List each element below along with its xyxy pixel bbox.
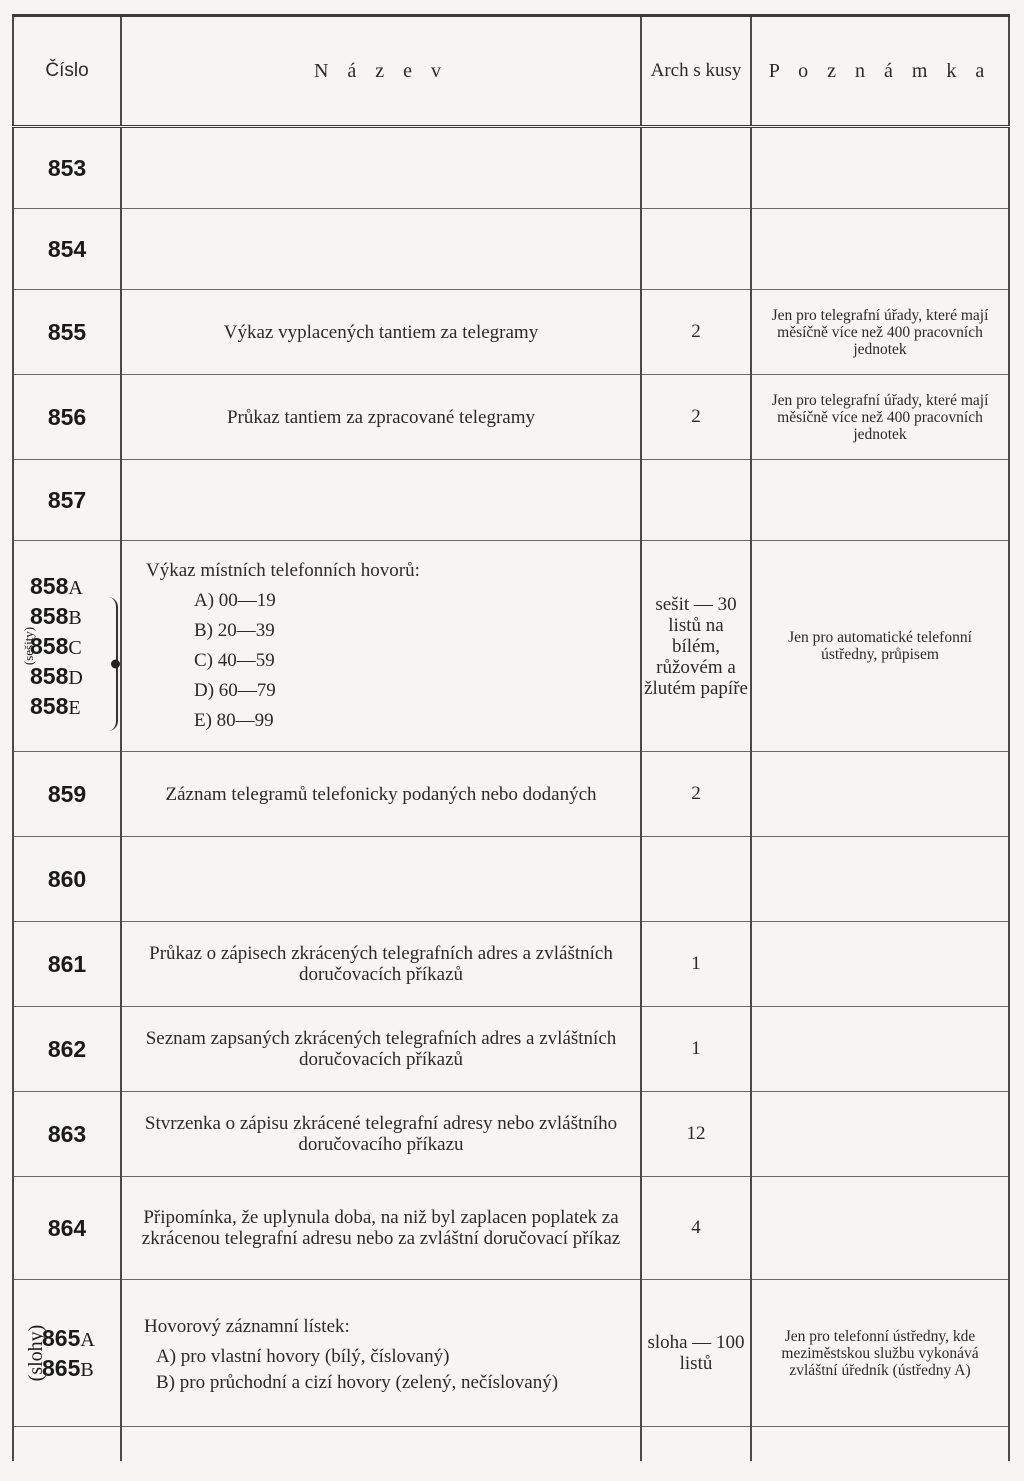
table-row — [13, 290, 1009, 375]
group-number: 858D — [30, 663, 83, 689]
table-row-858-group — [13, 541, 1009, 752]
form-number: 857 — [13, 460, 121, 541]
form-name: Průkaz tantiem za zpracované telegramy — [121, 375, 641, 460]
form-note — [751, 209, 1009, 290]
form-name: Průkaz o zápisech zkrácených telegrafních adres a zvláštních doručovacích příkazů — [121, 922, 641, 1007]
form-arch — [641, 127, 751, 209]
form-number: 861 — [13, 922, 121, 1007]
group-number: 865B — [42, 1355, 94, 1381]
form-arch — [641, 460, 751, 541]
dot-icon — [111, 660, 120, 669]
form-note — [751, 922, 1009, 1007]
form-note — [751, 1007, 1009, 1092]
form-note: Jen pro telefonní ústředny, kde meziměstskou službu vykonává zvláštní úředník (ústředny A) — [751, 1280, 1009, 1427]
form-name: Výkaz vyplacených tantiem za telegramy — [121, 290, 641, 375]
form-name-heading: Hovorový záznamní lístek: — [144, 1316, 350, 1337]
form-name: Seznam zapsaných zkrácených telegrafních adres a zvláštních doručovacích příkazů — [121, 1007, 641, 1092]
form-note — [751, 127, 1009, 209]
header-number: Číslo — [13, 16, 121, 127]
form-note: Jen pro telegrafní úřady, které mají měsíčně více než 400 pracovních jednotek — [751, 375, 1009, 460]
form-note: Jen pro telegrafní úřady, které mají měsíčně více než 400 pracovních jednotek — [751, 290, 1009, 375]
header-row — [13, 16, 1009, 127]
form-note — [751, 460, 1009, 541]
table-row — [13, 127, 1009, 209]
form-name-item: C) 40—59 — [194, 650, 275, 671]
table-row — [13, 1177, 1009, 1280]
table-row — [13, 752, 1009, 837]
form-number: 863 — [13, 1092, 121, 1177]
form-note — [751, 837, 1009, 922]
form-name: Záznam telegramů telefonicky podaných nebo dodaných — [121, 752, 641, 837]
table-row — [13, 1092, 1009, 1177]
header-arch: Arch s kusy — [641, 16, 751, 127]
group-number-list — [42, 1280, 95, 1426]
form-arch: 2 — [641, 752, 751, 837]
form-number: 855 — [13, 290, 121, 375]
group-number-list — [30, 541, 83, 751]
number-group — [14, 541, 120, 751]
form-name — [121, 209, 641, 290]
form-name — [121, 127, 641, 209]
form-name-item: D) 60—79 — [194, 680, 276, 701]
form-number: 859 — [13, 752, 121, 837]
brace-icon — [108, 597, 118, 731]
group-number: 865A — [42, 1325, 95, 1351]
form-arch: 1 — [641, 922, 751, 1007]
form-note — [751, 1427, 1009, 1462]
form-note — [751, 1092, 1009, 1177]
form-arch: sešit — 30 listů na bílém, růžovém a žlutém papíře — [641, 541, 751, 752]
form-name-heading: Výkaz místních telefonních hovorů: — [146, 560, 420, 581]
form-arch: 2 — [641, 290, 751, 375]
form-number: 856 — [13, 375, 121, 460]
form-name-item: B) 20—39 — [194, 620, 275, 641]
table-row — [13, 922, 1009, 1007]
form-arch: 12 — [641, 1092, 751, 1177]
form-name-item: B) pro průchodní a cizí hovory (zelený, nečíslovaný) — [156, 1372, 559, 1393]
form-arch — [641, 209, 751, 290]
group-number: 858E — [30, 693, 81, 719]
form-number — [13, 1427, 121, 1462]
form-name — [121, 541, 641, 752]
form-name — [121, 1280, 641, 1427]
group-number: 858B — [30, 603, 82, 629]
form-name-item: A) 00—19 — [194, 590, 276, 611]
form-name: Připomínka, že uplynula doba, na niž byl zaplacen poplatek za zkrácenou telegrafní adresu nebo za zvláštní doručovací příkaz — [121, 1177, 641, 1280]
form-note: Jen pro automatické telefonní ústředny, průpisem — [751, 541, 1009, 752]
form-number: 860 — [13, 837, 121, 922]
form-number: 864 — [13, 1177, 121, 1280]
form-name — [121, 460, 641, 541]
form-arch — [641, 1427, 751, 1462]
forms-register-table — [12, 14, 1010, 1461]
form-note — [751, 752, 1009, 837]
form-name: Stvrzenka o zápisu zkrácené telegrafní adresy nebo zvláštního doručovacího příkazu — [121, 1092, 641, 1177]
form-number: 862 — [13, 1007, 121, 1092]
form-arch: 4 — [641, 1177, 751, 1280]
form-arch: sloha — 100 listů — [641, 1280, 751, 1427]
form-arch — [641, 837, 751, 922]
form-arch: 1 — [641, 1007, 751, 1092]
form-number-group — [13, 541, 121, 752]
header-note: P o z n á m k a — [751, 16, 1009, 127]
group-label: (sešity) — [21, 626, 37, 666]
group-number: 858C — [30, 633, 82, 659]
table-row — [13, 375, 1009, 460]
form-name-item: E) 80—99 — [194, 710, 274, 731]
form-number: 854 — [13, 209, 121, 290]
table-row — [13, 1427, 1009, 1462]
form-note — [751, 1177, 1009, 1280]
header-name: N á z e v — [121, 16, 641, 127]
group-label: (slohy) — [24, 1324, 47, 1382]
table-row — [13, 209, 1009, 290]
table-row — [13, 460, 1009, 541]
form-name — [121, 837, 641, 922]
form-number-group — [13, 1280, 121, 1427]
form-name — [121, 1427, 641, 1462]
form-number: 853 — [13, 127, 121, 209]
number-group — [14, 1280, 120, 1426]
form-name-item: A) pro vlastní hovory (bílý, číslovaný) — [156, 1346, 450, 1367]
group-number: 858A — [30, 573, 83, 599]
table-row — [13, 837, 1009, 922]
table-row-865-group — [13, 1280, 1009, 1427]
form-arch: 2 — [641, 375, 751, 460]
table-row — [13, 1007, 1009, 1092]
